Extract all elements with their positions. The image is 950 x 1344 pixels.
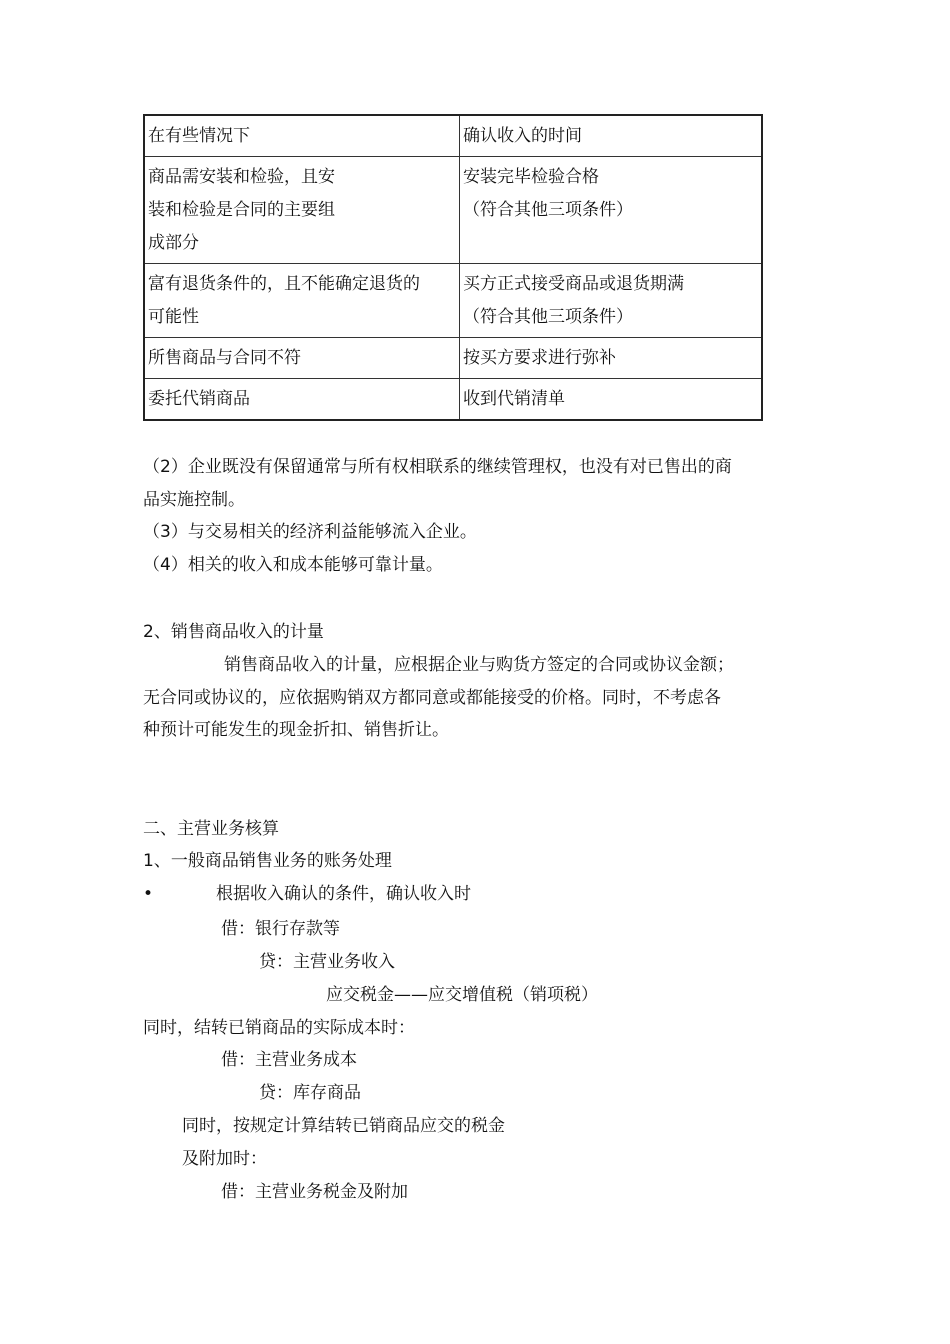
table-row — [144, 338, 762, 379]
bullet-item-recognize-revenue: 根据收入确认的条件，确认收入时 — [216, 884, 471, 904]
table-row — [144, 264, 762, 338]
table-header-cell: 在有些情况下 — [144, 115, 460, 157]
paragraph-condition-2-cont: 品实施控制。 — [143, 490, 245, 510]
measurement-line-2: 无合同或协议的，应依据购销双方都同意或都能接受的价格。同时，不考虑各 — [143, 688, 721, 708]
table-cell-time: 收到代销清单 — [460, 379, 763, 421]
bullet-marker: • — [143, 884, 154, 904]
section-heading-main-business: 二、主营业务核算 — [143, 819, 279, 839]
entry-credit-revenue: 贷：主营业务收入 — [259, 952, 395, 972]
table-header-cell: 确认收入的时间 — [460, 115, 763, 157]
paragraph-cost-transfer: 同时，结转已销商品的实际成本时： — [143, 1018, 415, 1038]
section-heading-measurement: 2、销售商品收入的计量 — [143, 622, 324, 642]
table-cell-condition: 所售商品与合同不符 — [144, 338, 460, 379]
paragraph-condition-2: （2）企业既没有保留通常与所有权相联系的继续管理权，也没有对已售出的商 — [143, 457, 732, 477]
table-cell-condition: 商品需安装和检验，且安 装和检验是合同的主要组 成部分 — [144, 157, 460, 264]
entry-debit-cost: 借：主营业务成本 — [221, 1050, 357, 1070]
entry-credit-vat: 应交税金——应交增值税（销项税） — [326, 985, 598, 1005]
measurement-line-3: 种预计可能发生的现金折扣、销售折让。 — [143, 720, 449, 740]
paragraph-tax-transfer-cont: 及附加时： — [182, 1149, 267, 1169]
entry-debit-bank: 借：银行存款等 — [221, 919, 340, 939]
revenue-recognition-table — [143, 114, 763, 421]
paragraph-condition-3: （3）与交易相关的经济利益能够流入企业。 — [143, 522, 477, 542]
paragraph-condition-4: （4）相关的收入和成本能够可靠计量。 — [143, 555, 443, 575]
entry-credit-inventory: 贷：库存商品 — [259, 1083, 361, 1103]
entry-debit-tax-surcharge: 借：主营业务税金及附加 — [221, 1182, 408, 1202]
table-cell-condition: 委托代销商品 — [144, 379, 460, 421]
table-cell-time: 按买方要求进行弥补 — [460, 338, 763, 379]
table-row — [144, 157, 762, 264]
paragraph-tax-transfer: 同时，按规定计算结转已销商品应交的税金 — [182, 1116, 505, 1136]
table-cell-time: 买方正式接受商品或退货期满 （符合其他三项条件） — [460, 264, 763, 338]
table-row — [144, 379, 762, 421]
subheading-general-sales: 1、一般商品销售业务的账务处理 — [143, 851, 392, 871]
table-cell-condition: 富有退货条件的，且不能确定退货的 可能性 — [144, 264, 460, 338]
table-cell-time: 安装完毕检验合格 （符合其他三项条件） — [460, 157, 763, 264]
table-header-row — [144, 115, 762, 157]
measurement-line-1: 销售商品收入的计量，应根据企业与购货方签定的合同或协议金额； — [224, 655, 734, 675]
